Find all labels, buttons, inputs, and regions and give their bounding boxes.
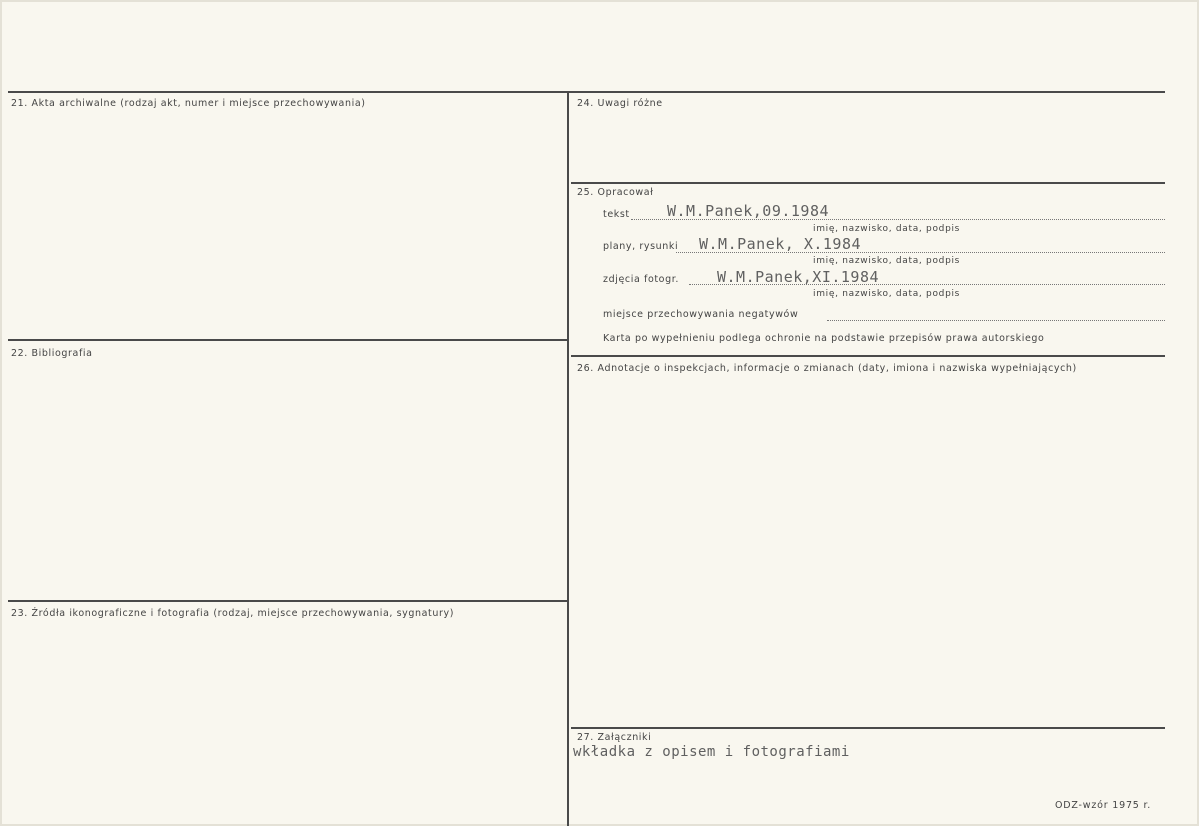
section-27-label: 27. Załączniki [577,732,652,743]
negatives-label: miejsce przechowywania negatywów [603,309,799,320]
row-zdjecia-caption: imię, nazwisko, data, podpis [813,289,961,299]
row-plany-caption: imię, nazwisko, data, podpis [813,256,961,266]
section-24-label: 24. Uwagi różne [577,98,663,109]
top-rule [8,91,1165,93]
section-25-label: 25. Opracował [577,187,654,198]
rule-after-26 [571,727,1165,729]
copyright-note: Karta po wypełnieniu podlega ochronie na podstawie przepisów prawa autorskiego [603,333,1045,344]
section-22-label: 22. Bibliografia [11,348,93,359]
rule-after-21 [8,339,567,341]
rule-after-25 [571,355,1165,357]
center-divider [567,92,569,826]
section-23-label: 23. Źródła ikonograficzne i fotografia (rodzaj, miejsce przechowywania, sygnatury) [11,608,455,619]
rule-after-24 [571,182,1165,184]
row-tekst-caption: imię, nazwisko, data, podpis [813,224,961,234]
row-plany-label: plany, rysunki [603,241,679,252]
row-zdjecia-value: W.M.Panek,XI.1984 [717,268,880,286]
row-plany-value: W.M.Panek, X.1984 [699,235,862,253]
rule-after-22 [8,600,567,602]
row-tekst-value: W.M.Panek,09.1984 [667,202,830,220]
row-tekst-label: tekst [603,209,630,220]
negatives-line [827,320,1165,321]
section-26-label: 26. Adnotacje o inspekcjach, informacje o zmianach (daty, imiona i nazwiska wypełniających) [577,363,1077,374]
row-zdjecia-label: zdjęcia fotogr. [603,274,679,285]
section-27-value: wkładka z opisem i fotografiami [573,744,850,760]
section-21-label: 21. Akta archiwalne (rodzaj akt, numer i miejsce przechowywania) [11,98,366,109]
form-id: ODZ-wzór 1975 r. [1055,800,1152,811]
